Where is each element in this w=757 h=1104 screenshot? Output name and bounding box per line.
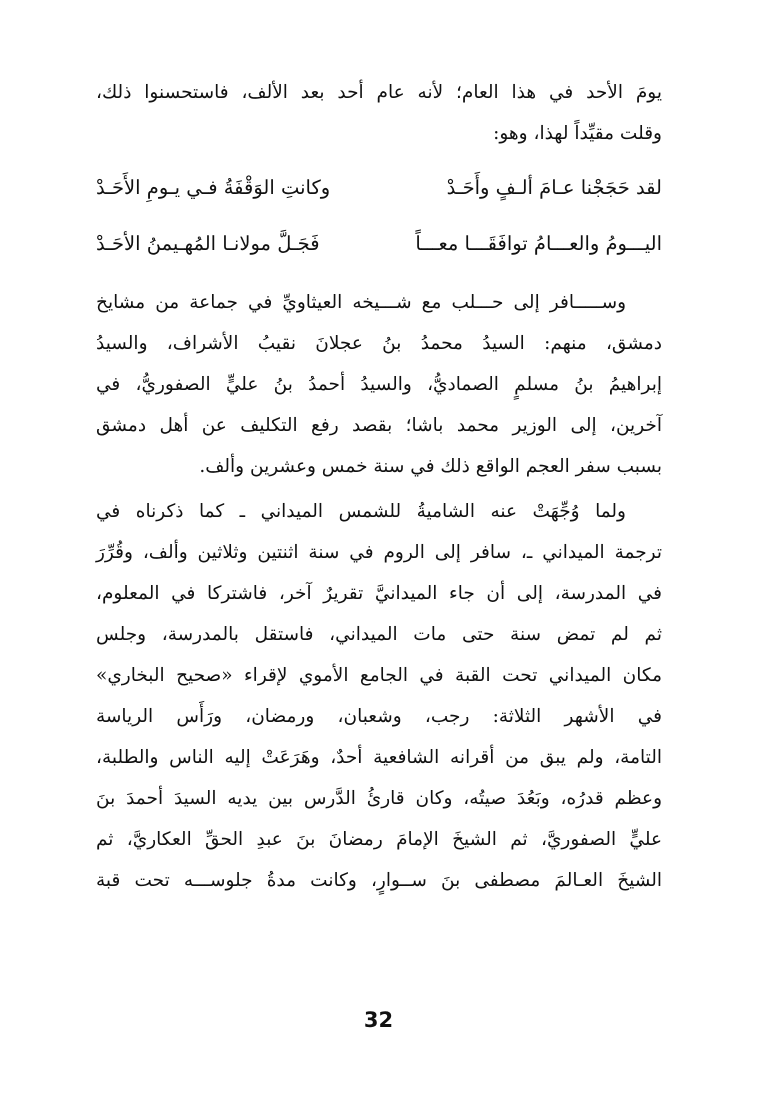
- text-line: إبراهيمُ بنُ مسلمٍ الصماديُّ، والسيدُ أحمدُ بنُ عليٍّ الصفوريُّ، في: [96, 374, 662, 395]
- text-line: ثم لم تمض سنة حتى مات الميداني، فاستقل بالمدرسة، وجلس: [96, 624, 662, 645]
- page-body: [96, 72, 662, 901]
- intro-paragraph: [96, 72, 662, 154]
- text-line: في المدرسة، إلى أن جاء الميدانيَّ تقريرٌ آخر، فاشتركا في المعلوم،: [96, 583, 662, 604]
- text-line: ولما وُجِّهَتْ عنه الشاميةُ للشمس الميداني ـ كما ذكرناه في: [96, 501, 626, 522]
- madrasa-paragraph: [96, 491, 662, 901]
- text-line: وعظم قدرُه، وبَعُدَ صيتُه، وكان قارئُ الدَّرس بين يديه السيدَ أحمدَ بنَ: [96, 788, 662, 809]
- verse-second-hemistich: فَجَـلَّ مولانـا المُهـيمنُ الأحَـدْ: [96, 232, 320, 255]
- text-line: الشيخَ العـالمَ مصطفى بنَ ســوارٍ، وكانت مدةُ جلوســـه تحت قبة: [96, 870, 662, 891]
- text-line: وســـــافر إلى حـــلب مع شـــيخه العيثاويِّ في جماعة من مشايخ: [96, 292, 626, 313]
- verse-first-hemistich: لقد حَجَجْنا عـامَ ألـفٍ وأَحَـدْ: [446, 176, 662, 199]
- verse-first-hemistich: اليـــومُ والعـــامُ توافَقَـــا معـــاً: [415, 232, 662, 255]
- text-line: التامة، ولم يبق من أقرانه الشافعية أحدٌ، وهَرَعَتْ إليه الناس والطلبة،: [96, 747, 662, 768]
- text-line: في الأشهر الثلاثة: رجب، وشعبان، ورمضان، ورَأَس الرياسة: [96, 706, 662, 727]
- text-line: وقلت مقيِّداً لهذا، وهو:: [493, 123, 662, 144]
- text-line: آخرين، إلى الوزير محمد باشا؛ بقصد رفع التكليف عن أهل دمشق: [96, 415, 662, 436]
- verse-row: [96, 160, 662, 216]
- text-line: مكان الميداني تحت القبة في الجامع الأموي لإقراء «صحيح البخاري»: [96, 665, 662, 686]
- text-line: ترجمة الميداني ـ، سافر إلى الروم في سنة اثنتين وثلاثين وألف، وقُرِّرَ: [96, 542, 662, 563]
- travel-paragraph: [96, 282, 662, 487]
- verse-row: [96, 216, 662, 272]
- text-line: دمشق، منهم: السيدُ محمدُ بنُ عجلانَ نقيبُ الأشراف، والسيدُ: [96, 333, 662, 354]
- poem: [96, 160, 662, 272]
- page-number: 32: [363, 1008, 394, 1032]
- text-line: بسبب سفر العجم الواقع ذلك في سنة خمس وعشرين وألف.: [199, 456, 662, 477]
- text-line: يومَ الأحد في هذا العام؛ لأنه عام أحد بعد الألف، فاستحسنوا ذلك،: [96, 82, 662, 103]
- verse-second-hemistich: وكانتِ الوَقْفَةُ فـي يـومِ الأَحَـدْ: [96, 176, 331, 199]
- text-line: عليٍّ الصفوريَّ، ثم الشيخَ الإمامَ رمضانَ بنَ عبدِ الحقِّ العكاريَّ، ثم: [96, 829, 662, 850]
